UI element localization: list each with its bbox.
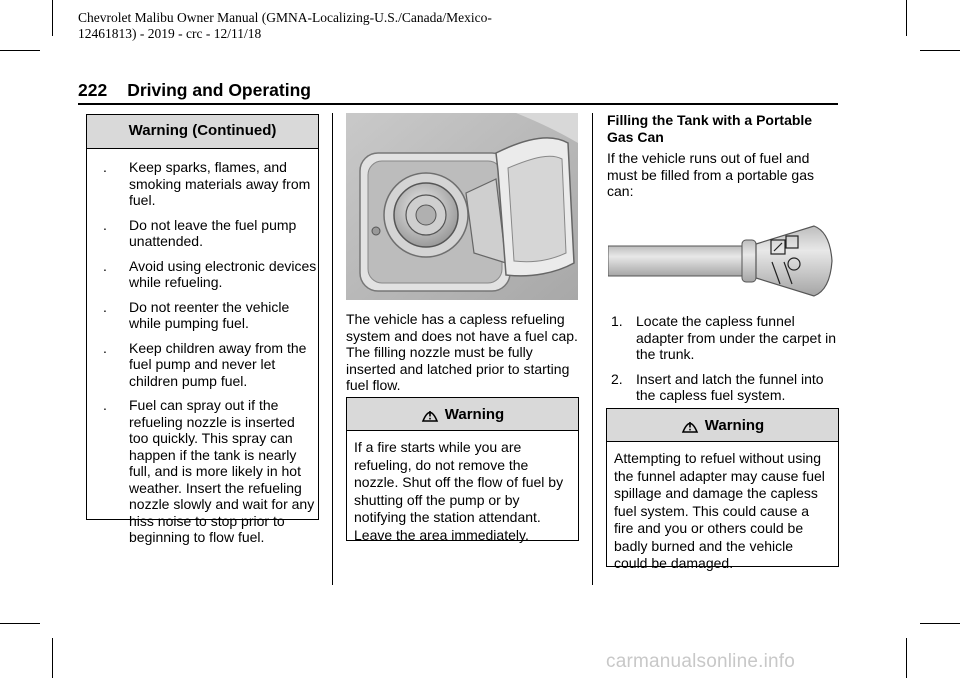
crop-mark <box>0 623 40 624</box>
warning-title: Warning <box>704 416 765 434</box>
crop-mark <box>0 50 40 51</box>
fire-warning-box <box>346 397 579 541</box>
list-item: . Fuel can spray out if the refueling nozzle is inserted too quickly. This spray can happen if the tank is nearly full, and is more likely in hot weather. Insert the refueling nozzle slowly and wait for any hiss noise to stop prior to beginning to flow fuel. <box>103 397 315 545</box>
list-item: 1. Locate the capless funnel adapter from under the carpet in the trunk. <box>611 313 837 362</box>
column-divider <box>332 113 333 585</box>
warning-header <box>607 409 838 442</box>
header-line-1: Chevrolet Malibu Owner Manual (GMNA-Localizing-U.S./Canada/Mexico- <box>78 10 492 25</box>
list-item: 2. Insert and latch the funnel into the capless fuel system. <box>611 370 824 403</box>
list-item: . Avoid using electronic devices while refueling. <box>103 257 317 290</box>
crop-mark <box>920 623 960 624</box>
section-title: Driving and Operating <box>127 80 311 100</box>
capless-system-paragraph: The vehicle has a capless refueling system and does not have a fuel cap. The filling nozzle must be fully inserted and latched prior to starting fuel flow. <box>346 311 578 393</box>
header-line-2: 12461813) - 2019 - crc - 12/11/18 <box>78 26 262 41</box>
crop-mark <box>52 0 53 36</box>
header-rule <box>78 103 838 105</box>
list-item: . Do not leave the fuel pump unattended. <box>103 216 297 249</box>
document-header <box>78 10 492 42</box>
warning-continued-box <box>86 114 319 545</box>
funnel-adapter-illustration <box>608 222 834 300</box>
page-title <box>78 80 311 101</box>
crop-mark <box>52 638 53 678</box>
column-divider <box>592 113 593 585</box>
warning-icon <box>681 417 699 434</box>
crop-mark <box>920 50 960 51</box>
list-item: . Keep sparks, flames, and smoking materials away from fuel. <box>103 159 311 208</box>
steps-list <box>609 313 837 412</box>
crop-mark <box>906 638 907 678</box>
warning-text: If a fire starts while you are refueling, do not remove the nozzle. Shut off the flow of fuel by shutting off the pump or by notifying the station attendant. Leave the area immediately. <box>354 439 564 543</box>
list-item: . Keep children away from the fuel pump and never let children pump fuel. <box>103 339 307 389</box>
page-number: 222 <box>78 80 108 100</box>
warning-icon <box>421 406 439 423</box>
warning-header <box>347 398 578 431</box>
list-item: . Do not reenter the vehicle while pumping fuel. <box>103 298 290 331</box>
capless-fuel-door-illustration <box>346 113 578 300</box>
warning-bullet-list <box>87 149 318 546</box>
funnel-warning-box <box>606 408 839 571</box>
intro-paragraph: If the vehicle runs out of fuel and must be filled from a portable gas can: <box>607 150 814 199</box>
warning-continued-title: Warning (Continued) <box>87 115 318 149</box>
section-heading: Filling the Tank with a Portable Gas Can <box>607 112 813 145</box>
crop-mark <box>906 0 907 36</box>
warning-text: Attempting to refuel without using the funnel adapter may cause fuel spillage and damage the capless fuel system. This could cause a fire and you or others could be badly burned and the vehicle could be damaged. <box>614 450 825 571</box>
warning-title: Warning <box>444 405 505 423</box>
watermark: carmanualsonline.info <box>606 651 796 672</box>
